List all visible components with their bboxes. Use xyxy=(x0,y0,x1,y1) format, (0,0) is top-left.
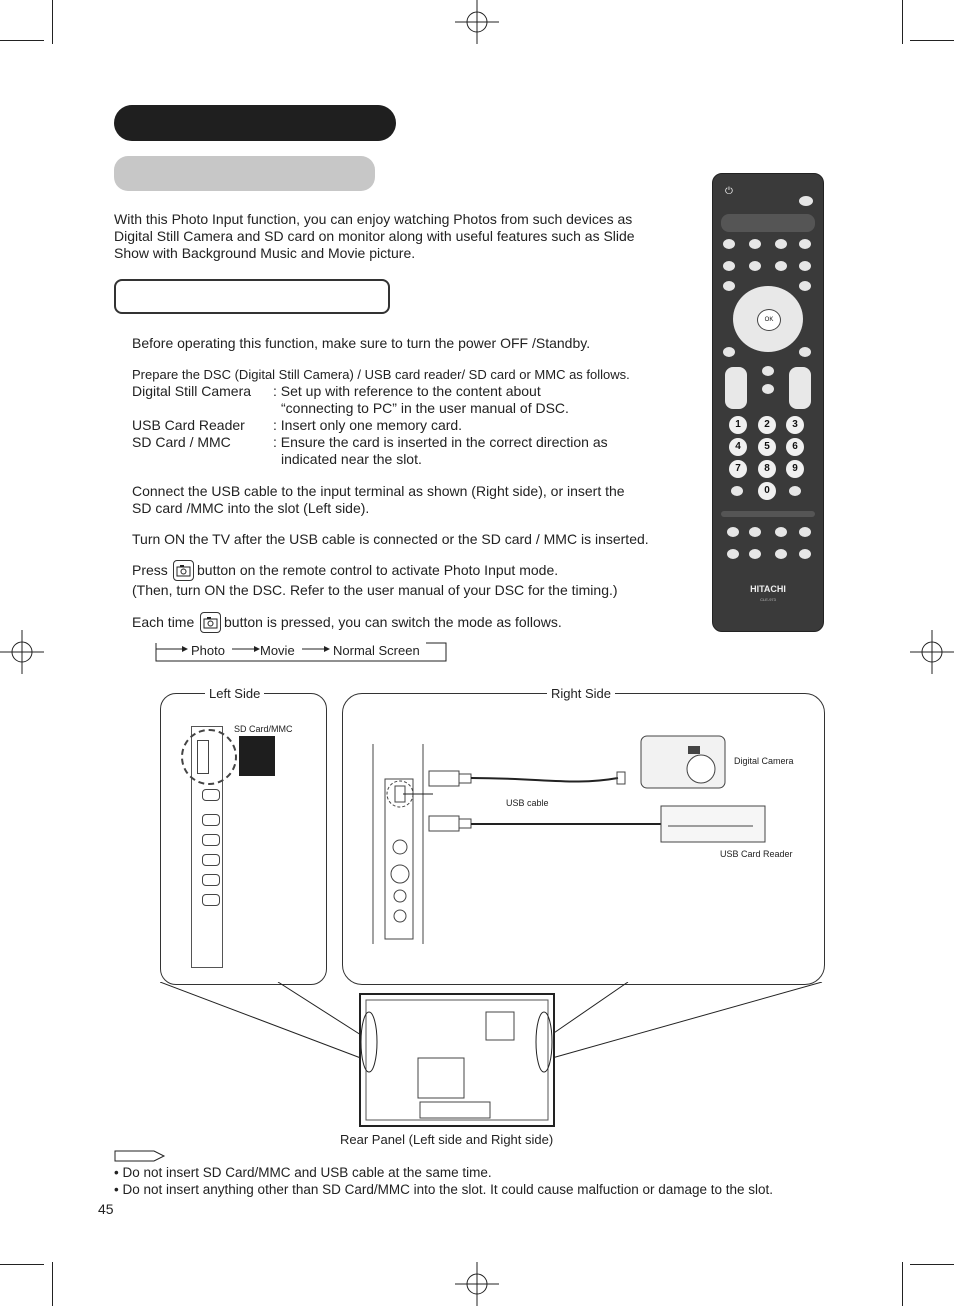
return-button xyxy=(799,281,811,291)
sd-card-label: SD Card/MMC xyxy=(234,724,293,734)
rear-panel-drawing xyxy=(160,982,825,1132)
remote-control xyxy=(712,173,824,632)
prep-row-reader-label: USB Card Reader xyxy=(132,417,245,433)
number-button-5: 5 xyxy=(758,438,776,456)
registration-mark-left xyxy=(0,630,44,674)
prep-row-reader-text1: : Insert only one memory card. xyxy=(273,417,463,433)
registration-mark-bottom xyxy=(455,1262,499,1306)
av3-button xyxy=(775,239,787,249)
sound-mode-button xyxy=(723,347,735,357)
av5-button xyxy=(723,261,735,271)
source-selector-strip xyxy=(721,214,815,232)
usb-card-reader-label: USB Card Reader xyxy=(720,849,793,859)
intro-line-1: With this Photo Input function, you can enjoy watching Photos from such devices as xyxy=(114,211,633,227)
section-header-bar xyxy=(114,105,396,141)
note-arrow-icon xyxy=(114,1150,166,1162)
number-button-7: 7 xyxy=(729,460,747,478)
mode-movie: Movie xyxy=(260,643,295,658)
side-button xyxy=(202,789,220,801)
right-side-title: Right Side xyxy=(547,685,615,702)
split-button xyxy=(775,527,787,537)
left-side-panel xyxy=(160,686,327,985)
freeze-button xyxy=(789,486,801,496)
color-key-strip xyxy=(721,511,815,517)
usb-cable-label: USB cable xyxy=(506,798,549,808)
prep-row-sd-text1: : Ensure the card is inserted in the correct direction as xyxy=(273,434,608,450)
hold-button xyxy=(749,549,761,559)
registration-mark-top xyxy=(455,0,499,44)
mute-button xyxy=(762,384,774,394)
info-button xyxy=(762,366,774,376)
av2-button xyxy=(749,239,761,249)
mode-normal-screen: Normal Screen xyxy=(333,643,420,658)
number-button-0: 0 xyxy=(758,482,776,500)
procedure-header-box xyxy=(114,279,390,314)
step-each-suffix: button is pressed, you can switch the mode as follows. xyxy=(224,614,562,630)
subtitle-button xyxy=(799,196,813,206)
right-side-connection-diagram xyxy=(343,694,824,984)
number-button-4: 4 xyxy=(729,438,747,456)
note-2: • Do not insert anything other than SD Card/MMC into the slot. It could cause malfuction or damage to the slot. xyxy=(114,1182,774,1197)
zoom-button xyxy=(799,527,811,537)
number-button-9: 9 xyxy=(786,460,804,478)
note-1: • Do not insert SD Card/MMC and USB cable at the same time. xyxy=(114,1165,492,1180)
page-number: 45 xyxy=(98,1201,114,1217)
text-button xyxy=(727,549,739,559)
brand-logo: HITACHI xyxy=(750,584,786,594)
registration-mark-right xyxy=(910,630,954,674)
mode-cycle-diagram xyxy=(154,641,448,663)
remote-model: CLE-973 xyxy=(760,597,776,602)
swap-button xyxy=(775,549,787,559)
side-button xyxy=(202,814,220,826)
step-turn-on: Turn ON the TV after the USB cable is connected or the SD card / MMC is inserted. xyxy=(132,531,649,547)
card-slot xyxy=(197,740,209,774)
prev-channel-button xyxy=(731,486,743,496)
photo-button-icon xyxy=(173,560,194,581)
mode-photo: Photo xyxy=(191,643,225,658)
step-power-off: Before operating this function, make sure to turn the power OFF /Standby. xyxy=(132,335,591,351)
number-button-3: 3 xyxy=(786,416,804,434)
number-button-2: 2 xyxy=(758,416,776,434)
prep-row-dsc-text2: “connecting to PC” in the user manual of DSC. xyxy=(281,400,569,416)
menu-button xyxy=(723,281,735,291)
pip-button xyxy=(749,527,761,537)
step-connect-1: Connect the USB cable to the input terminal as shown (Right side), or insert the xyxy=(132,483,625,499)
step-connect-2: SD card /MMC into the slot (Left side). xyxy=(132,500,370,516)
number-button-1: 1 xyxy=(729,416,747,434)
photo-button xyxy=(799,549,811,559)
digital-camera-label: Digital Camera xyxy=(734,756,794,766)
picture-mode-button xyxy=(799,347,811,357)
rear-panel-caption: Rear Panel (Left side and Right side) xyxy=(340,1132,554,1147)
prep-row-sd-label: SD Card / MMC xyxy=(132,434,231,450)
prep-row-sd-text2: indicated near the slot. xyxy=(281,451,422,467)
side-button xyxy=(202,874,220,886)
rgb-button xyxy=(799,261,811,271)
photo-button-icon xyxy=(200,612,221,633)
side-button xyxy=(202,854,220,866)
right-side-panel xyxy=(342,686,825,985)
hdmi2-button xyxy=(775,261,787,271)
power-icon: ⏻ xyxy=(725,186,733,197)
step-prepare: Prepare the DSC (Digital Still Camera) / USB card reader/ SD card or MMC as follows. xyxy=(132,367,630,382)
step-press-prefix: Press xyxy=(132,562,168,578)
volume-rocker xyxy=(725,367,747,409)
side-button xyxy=(202,834,220,846)
av4-button xyxy=(799,239,811,249)
step-press-suffix: button on the remote control to activate Photo Input mode. xyxy=(197,562,559,578)
number-button-8: 8 xyxy=(758,460,776,478)
card-slot-highlight xyxy=(181,729,237,785)
step-each-prefix: Each time xyxy=(132,614,195,630)
program-rocker xyxy=(789,367,811,409)
intro-line-2: Digital Still Camera and SD card on monitor along with useful features such as Slide xyxy=(114,228,635,244)
ok-button: OK xyxy=(757,309,781,331)
size-button xyxy=(727,527,739,537)
prep-row-dsc-text1: : Set up with reference to the content about xyxy=(273,383,541,399)
prep-row-dsc-label: Digital Still Camera xyxy=(132,383,252,399)
hdmi1-button xyxy=(749,261,761,271)
intro-line-3: Show with Background Music and Movie picture. xyxy=(114,245,416,261)
step-then: (Then, turn ON the DSC. Refer to the user manual of your DSC for the timing.) xyxy=(132,582,618,598)
number-button-6: 6 xyxy=(786,438,804,456)
subsection-header-bar xyxy=(114,156,375,191)
sd-card-icon xyxy=(239,736,275,776)
left-side-title: Left Side xyxy=(205,685,264,702)
av1-button xyxy=(723,239,735,249)
side-button xyxy=(202,894,220,906)
